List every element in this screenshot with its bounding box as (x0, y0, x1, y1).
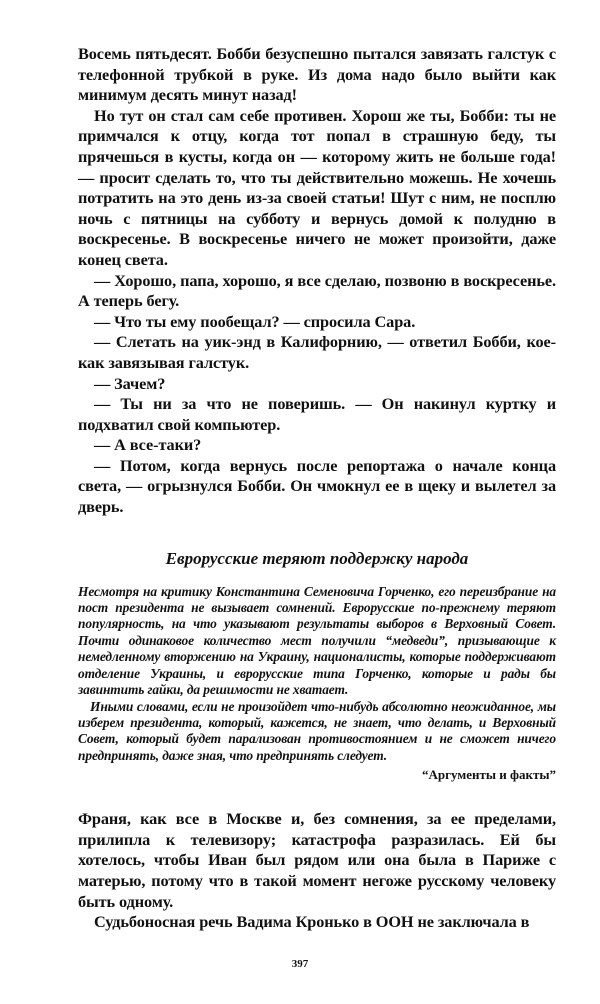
top-text-block (78, 44, 556, 518)
newspaper-quote (78, 584, 556, 764)
dialogue-line: — Что ты ему пообещал? — спросила Сара. (94, 311, 416, 331)
paragraph: Восемь пятьдесят. Бобби безуспешно пытался завязать галстук с телефонной трубкой в руке. Из дома надо было выйти как минимум десять минут назад! (78, 44, 556, 105)
bottom-text-block (78, 809, 556, 933)
dialogue-line: — Хорошо, папа, хорошо, я все сделаю, позвоню в воскресенье. А теперь бегу. (78, 270, 556, 311)
quote-attribution: “Аргументы и факты” (421, 767, 556, 783)
dialogue-line: — Слетать на уик-энд в Калифорнию, — ответил Бобби, кое-как завязывая галстук. (78, 332, 556, 372)
quote-paragraph: Несмотря на критику Константина Семеновича Горченко, его переизбрание на пост президента не вызывает сомнений. Еврорусские по-прежнему теряют популярность, на что указывают результаты выборов в Верховный Совет. Почти одинаковое количество мест получили “медведи”, призывающие к немедленному вторжению на Украину, националисты, которые поддерживают отделение Украины, и еврорусские типа Горченко, которые и рады бы завинтить гайки, да решимости не хватает. (78, 583, 556, 698)
page-number: 397 (291, 958, 309, 970)
paragraph: Но тут он стал сам себе противен. Хорош же ты, Бобби: ты не примчался к отцу, когда тот попал в страшную беду, ты прячешься в кусты, когда он — которому жить не больше года! — просит сделать то, что ты действительно можешь. Не хочешь потратить на это день из-за своей статьи! Шут с ним, не посплю ночь с пятницы на субботу и вернусь домой к полудню в воскресенье. В воскресенье ничего не может произойти, даже конец света. (78, 105, 556, 269)
book-page (78, 44, 556, 933)
quote-paragraph: Иными словами, если не произойдет что-нибудь абсолютно неожиданное, мы изберем президента, который, кажется, не знает, что делать, и Верховный Совет, который будет парализован противостоянием и не сможет ничего предпринять, даже зная, что предпринять следует. (78, 698, 556, 763)
dialogue-line: — Ты ни за что не поверишь. — Он накинул куртку и подхватил свой компьютер. (78, 394, 556, 434)
dialogue-line: — Зачем? (94, 373, 166, 393)
paragraph: Франя, как все в Москве и, без сомнения, за ее пределами, прилипла к телевизору; катастрофа разразилась. Ей бы хотелось, чтобы Иван был рядом или она была в Париже с матерью, потому что в такой момент негоже русскому человеку быть одному. (78, 809, 556, 911)
section-heading: Еврорусские теряют поддержку народа (165, 548, 469, 568)
dialogue-line: — А все-таки? (94, 435, 202, 455)
dialogue-line: — Потом, когда вернусь после репортажа о начале конца света, — огрызнулся Бобби. Он чмокнул ее в щеку и вылетел за дверь. (78, 455, 556, 517)
paragraph: Судьбоносная речь Вадима Кронько в ООН не заключала в (94, 912, 530, 932)
